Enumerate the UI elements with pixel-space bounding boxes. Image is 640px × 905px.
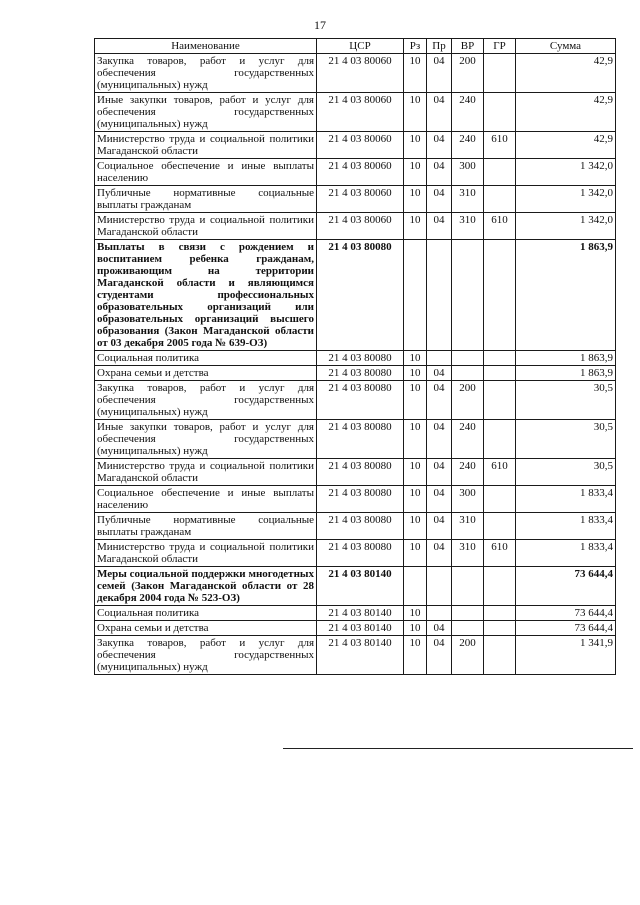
cell-vr: 200 (452, 381, 484, 420)
cell-vr: 240 (452, 459, 484, 486)
cell-vr: 310 (452, 540, 484, 567)
cell-name: Охрана семьи и детства (95, 366, 317, 381)
table-row (95, 621, 616, 636)
cell-name: Иные закупки товаров, работ и услуг для обеспечения государственных (муниципальных) нужд (95, 93, 317, 132)
cell-sum: 1 863,9 (516, 366, 616, 381)
table-row (95, 459, 616, 486)
table-row (95, 213, 616, 240)
table-row (95, 132, 616, 159)
cell-name: Охрана семьи и детства (95, 621, 317, 636)
cell-pr: 04 (427, 420, 452, 459)
header-gr: ГР (484, 39, 516, 54)
cell-pr: 04 (427, 381, 452, 420)
cell-csr: 21 4 03 80080 (317, 351, 404, 366)
table-row (95, 351, 616, 366)
cell-csr: 21 4 03 80060 (317, 93, 404, 132)
cell-vr: 310 (452, 186, 484, 213)
cell-sum: 1 833,4 (516, 540, 616, 567)
cell-sum: 1 833,4 (516, 486, 616, 513)
header-sum: Сумма (516, 39, 616, 54)
cell-pr: 04 (427, 93, 452, 132)
cell-vr (452, 366, 484, 381)
cell-name: Меры социальной поддержки многодетных семей (Закон Магаданской области от 28 декабря 2004 года № 523-ОЗ) (95, 567, 317, 606)
table-row (95, 636, 616, 675)
cell-name: Социальное обеспечение и иные выплаты населению (95, 159, 317, 186)
cell-name: Социальная политика (95, 606, 317, 621)
cell-rz: 10 (404, 381, 427, 420)
cell-gr (484, 636, 516, 675)
cell-rz: 10 (404, 54, 427, 93)
header-name: Наименование (95, 39, 317, 54)
cell-pr: 04 (427, 540, 452, 567)
cell-pr: 04 (427, 366, 452, 381)
header-vr: ВР (452, 39, 484, 54)
cell-vr: 310 (452, 513, 484, 540)
cell-gr (484, 54, 516, 93)
cell-sum: 30,5 (516, 420, 616, 459)
cell-name: Иные закупки товаров, работ и услуг для обеспечения государственных (муниципальных) нужд (95, 420, 317, 459)
cell-sum: 1 341,9 (516, 636, 616, 675)
cell-rz: 10 (404, 420, 427, 459)
cell-gr: 610 (484, 213, 516, 240)
cell-rz (404, 567, 427, 606)
cell-name: Выплаты в связи с рождением и воспитанием ребенка гражданам, проживающим на территории Магаданской области и являющимся студентами профессиональных образовательных организаций или образовательных организаций высшего образования (Закон Магаданской области от 03 декабря 2005 года № 639-ОЗ) (95, 240, 317, 351)
table-row (95, 366, 616, 381)
cell-vr (452, 240, 484, 351)
table-row (95, 159, 616, 186)
cell-rz: 10 (404, 366, 427, 381)
header-row (95, 39, 616, 54)
cell-vr (452, 351, 484, 366)
cell-csr: 21 4 03 80060 (317, 159, 404, 186)
cell-rz: 10 (404, 513, 427, 540)
cell-vr: 200 (452, 636, 484, 675)
cell-csr: 21 4 03 80080 (317, 486, 404, 513)
cell-sum: 1 863,9 (516, 240, 616, 351)
cell-csr: 21 4 03 80080 (317, 366, 404, 381)
cell-gr (484, 567, 516, 606)
cell-sum: 1 833,4 (516, 513, 616, 540)
table-row (95, 54, 616, 93)
table-row (95, 486, 616, 513)
cell-gr (484, 159, 516, 186)
table-row (95, 240, 616, 351)
cell-name: Министерство труда и социальной политики Магаданской области (95, 132, 317, 159)
page-number: 17 (314, 18, 326, 32)
cell-sum: 1 342,0 (516, 159, 616, 186)
table-row (95, 381, 616, 420)
cell-csr: 21 4 03 80140 (317, 621, 404, 636)
cell-gr (484, 186, 516, 213)
cell-rz (404, 240, 427, 351)
cell-csr: 21 4 03 80060 (317, 213, 404, 240)
cell-pr (427, 606, 452, 621)
cell-sum: 30,5 (516, 381, 616, 420)
cell-pr: 04 (427, 54, 452, 93)
budget-table (94, 38, 616, 675)
cell-gr: 610 (484, 459, 516, 486)
cell-csr: 21 4 03 80060 (317, 54, 404, 93)
cell-pr: 04 (427, 132, 452, 159)
cell-name: Социальная политика (95, 351, 317, 366)
cell-rz: 10 (404, 213, 427, 240)
cell-sum: 1 863,9 (516, 351, 616, 366)
cell-sum: 73 644,4 (516, 606, 616, 621)
cell-vr: 310 (452, 213, 484, 240)
cell-pr: 04 (427, 513, 452, 540)
cell-gr (484, 351, 516, 366)
cell-csr: 21 4 03 80080 (317, 240, 404, 351)
cell-csr: 21 4 03 80080 (317, 381, 404, 420)
cell-csr: 21 4 03 80140 (317, 567, 404, 606)
cell-rz: 10 (404, 132, 427, 159)
cell-rz: 10 (404, 93, 427, 132)
cell-pr: 04 (427, 636, 452, 675)
cell-csr: 21 4 03 80080 (317, 459, 404, 486)
cell-rz: 10 (404, 459, 427, 486)
cell-gr (484, 240, 516, 351)
cell-csr: 21 4 03 80140 (317, 606, 404, 621)
table-row (95, 93, 616, 132)
cell-name: Социальное обеспечение и иные выплаты населению (95, 486, 317, 513)
cell-pr (427, 351, 452, 366)
cell-name: Закупка товаров, работ и услуг для обеспечения государственных (муниципальных) нужд (95, 54, 317, 93)
cell-rz: 10 (404, 621, 427, 636)
table-row (95, 567, 616, 606)
cell-name: Закупка товаров, работ и услуг для обеспечения государственных (муниципальных) нужд (95, 636, 317, 675)
cell-name: Публичные нормативные социальные выплаты гражданам (95, 186, 317, 213)
table-row (95, 540, 616, 567)
cell-pr (427, 240, 452, 351)
footer-rule (283, 748, 633, 749)
header-csr: ЦСР (317, 39, 404, 54)
cell-pr (427, 567, 452, 606)
cell-gr: 610 (484, 132, 516, 159)
cell-gr (484, 381, 516, 420)
table-row (95, 513, 616, 540)
cell-csr: 21 4 03 80060 (317, 186, 404, 213)
cell-sum: 42,9 (516, 93, 616, 132)
cell-gr (484, 93, 516, 132)
cell-name: Министерство труда и социальной политики Магаданской области (95, 459, 317, 486)
cell-gr: 610 (484, 540, 516, 567)
cell-pr: 04 (427, 486, 452, 513)
cell-gr (484, 366, 516, 381)
table-body (95, 54, 616, 675)
cell-rz: 10 (404, 540, 427, 567)
cell-rz: 10 (404, 186, 427, 213)
cell-gr (484, 420, 516, 459)
cell-vr: 300 (452, 159, 484, 186)
cell-gr (484, 621, 516, 636)
cell-sum: 30,5 (516, 459, 616, 486)
cell-pr: 04 (427, 159, 452, 186)
cell-gr (484, 513, 516, 540)
cell-rz: 10 (404, 486, 427, 513)
cell-vr: 240 (452, 93, 484, 132)
cell-name: Закупка товаров, работ и услуг для обеспечения государственных (муниципальных) нужд (95, 381, 317, 420)
cell-pr: 04 (427, 186, 452, 213)
cell-sum: 73 644,4 (516, 567, 616, 606)
cell-sum: 1 342,0 (516, 186, 616, 213)
cell-vr: 240 (452, 132, 484, 159)
cell-csr: 21 4 03 80060 (317, 132, 404, 159)
table-row (95, 186, 616, 213)
cell-gr (484, 486, 516, 513)
cell-vr (452, 621, 484, 636)
cell-csr: 21 4 03 80080 (317, 513, 404, 540)
cell-rz: 10 (404, 351, 427, 366)
cell-sum: 42,9 (516, 54, 616, 93)
cell-pr: 04 (427, 213, 452, 240)
table-row (95, 420, 616, 459)
cell-gr (484, 606, 516, 621)
cell-name: Публичные нормативные социальные выплаты гражданам (95, 513, 317, 540)
header-pr: Пр (427, 39, 452, 54)
cell-sum: 1 342,0 (516, 213, 616, 240)
cell-rz: 10 (404, 606, 427, 621)
cell-pr: 04 (427, 459, 452, 486)
cell-vr: 300 (452, 486, 484, 513)
table-row (95, 606, 616, 621)
cell-sum: 42,9 (516, 132, 616, 159)
header-rz: Рз (404, 39, 427, 54)
cell-csr: 21 4 03 80140 (317, 636, 404, 675)
cell-name: Министерство труда и социальной политики Магаданской области (95, 540, 317, 567)
cell-rz: 10 (404, 159, 427, 186)
cell-vr (452, 567, 484, 606)
cell-name: Министерство труда и социальной политики Магаданской области (95, 213, 317, 240)
cell-csr: 21 4 03 80080 (317, 420, 404, 459)
cell-csr: 21 4 03 80080 (317, 540, 404, 567)
cell-vr (452, 606, 484, 621)
cell-pr: 04 (427, 621, 452, 636)
cell-rz: 10 (404, 636, 427, 675)
cell-vr: 240 (452, 420, 484, 459)
cell-sum: 73 644,4 (516, 621, 616, 636)
cell-vr: 200 (452, 54, 484, 93)
